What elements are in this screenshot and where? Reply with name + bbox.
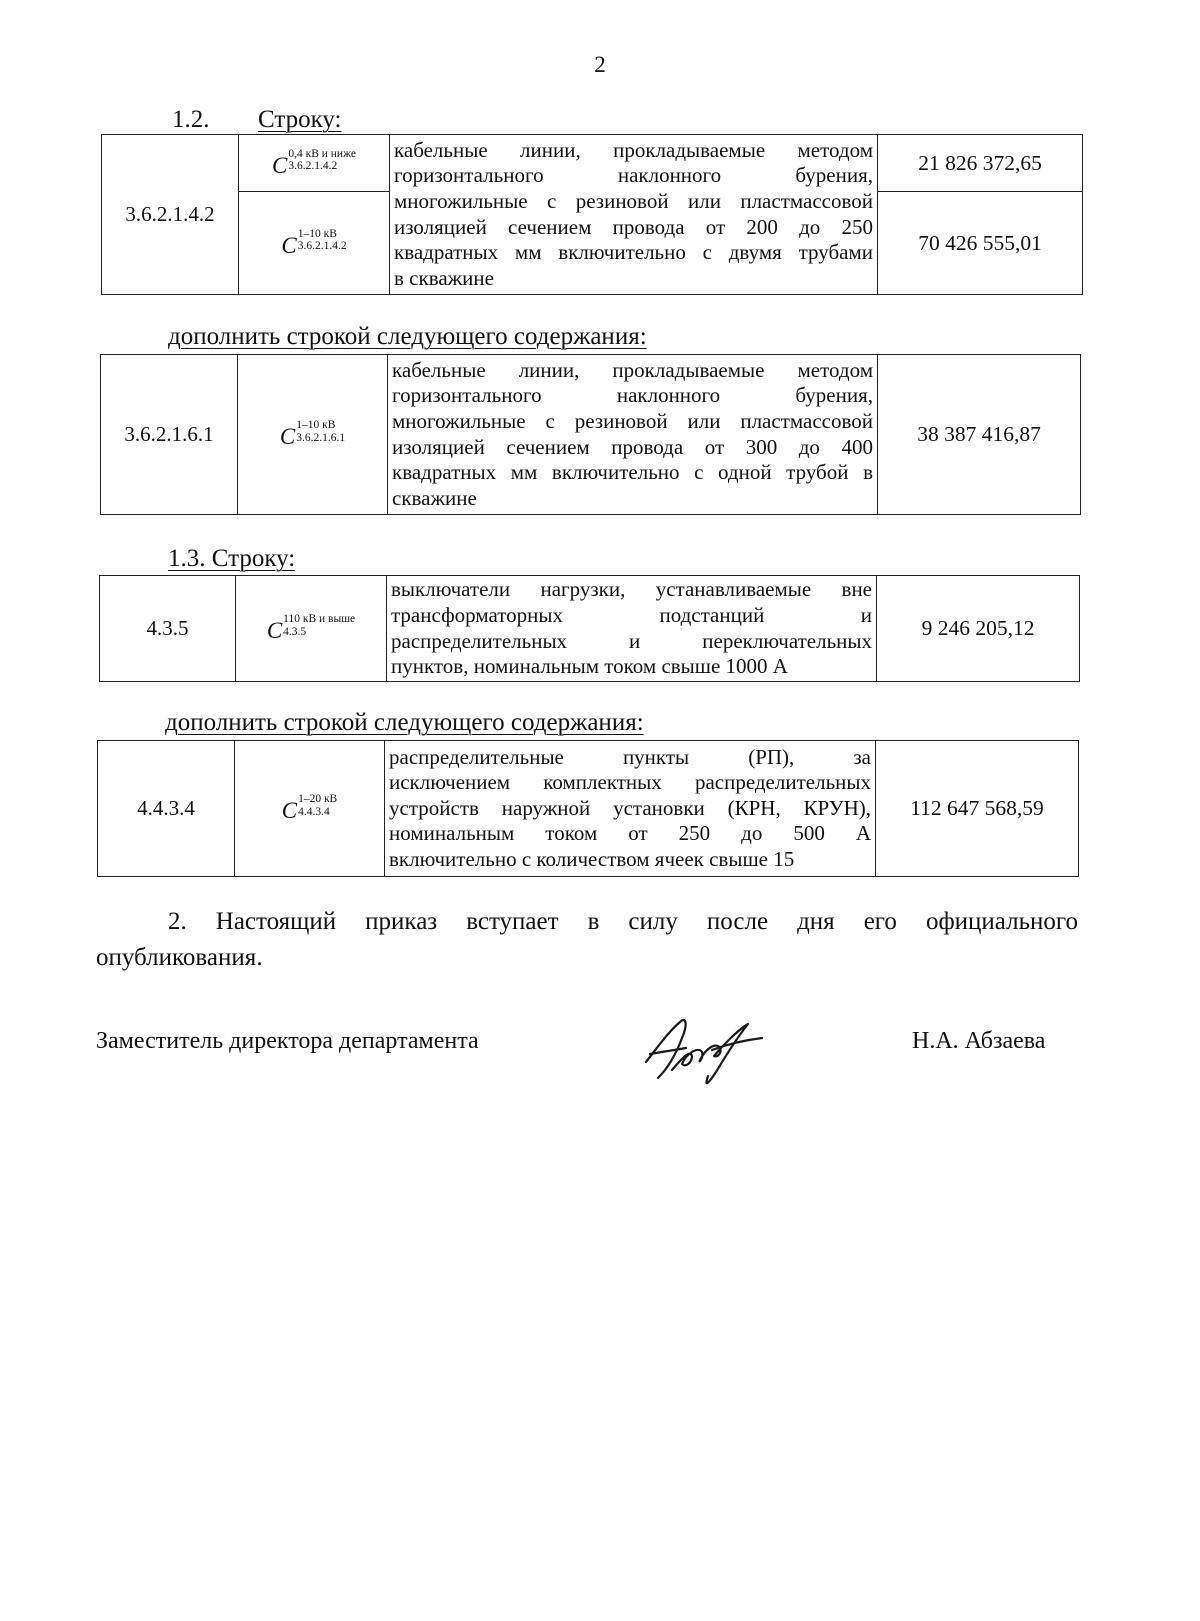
symbol-subscript: 4.3.5 <box>283 625 307 638</box>
symbol-superscript: 110 кВ и выше <box>283 613 356 625</box>
description-line: скважине <box>392 485 477 510</box>
symbol-subscript: 3.6.2.1.4.2 <box>288 160 338 173</box>
description-line: включительно с количеством ячеек свыше 15 <box>389 846 795 871</box>
description-line: многожильные с резиновой или пластмассовой <box>392 408 873 433</box>
description-line: трансформаторных подстанций и <box>391 602 872 627</box>
description-line: изоляцией сечением провода от 200 до 250 <box>394 214 873 239</box>
section-1-2-number: 1.2. <box>172 106 210 133</box>
page-number: 2 <box>594 52 606 77</box>
add-row-2-label: дополнить строкой следующего содержания: <box>165 709 644 736</box>
handwritten-signature <box>628 1004 778 1094</box>
table-1-3-value: 9 246 205,12 <box>877 576 1080 682</box>
description-line: распределительные пункты (РП), за <box>389 744 871 769</box>
paragraph-2-line-1: 2. Настоящий приказ вступает в силу после дня его официального <box>168 908 1078 935</box>
symbol-superscript: 1–20 кВ <box>298 793 338 805</box>
description-line: многожильные с резиновой или пластмассовой <box>394 188 873 213</box>
symbol-letter: C <box>281 798 298 823</box>
symbol-letter: C <box>272 152 288 178</box>
description-line: квадратных мм включительно с одной трубой в <box>392 460 873 485</box>
symbol-letter: C <box>281 232 297 258</box>
description-line: горизонтального наклонного бурения, <box>394 163 873 188</box>
section-1-2-label: Строку: <box>258 106 342 133</box>
description-line: устройств наружной установки (КРН, КРУН), <box>389 795 871 820</box>
table-1-2-value-0-4kv: 21 826 372,65 <box>878 135 1083 192</box>
description-line: изоляцией сечением провода от 300 до 400 <box>392 434 873 459</box>
description-line: в скважине <box>394 265 494 290</box>
add-row-1-label: дополнить строкой следующего содержания: <box>168 323 647 350</box>
description-line: исключением комплектных распределительных <box>389 770 871 795</box>
symbol-letter: C <box>266 618 283 643</box>
table-add-row-1-symbol <box>238 355 388 515</box>
description-line: пунктов, номинальным током свыше 1000 А <box>391 654 788 679</box>
section-1-3-label: 1.3. Строку: <box>168 545 296 572</box>
table-add-row-2-symbol <box>235 741 385 877</box>
table-add-row-1 <box>100 354 1081 515</box>
table-add-row-1-value: 38 387 416,87 <box>878 355 1081 515</box>
signatory-title: Заместитель директора департамента <box>96 1028 479 1054</box>
description-line: распределительных и переключательных <box>391 628 872 653</box>
description-line: кабельные линии, прокладываемые методом <box>394 137 873 162</box>
table-1-3 <box>99 575 1080 682</box>
symbol-superscript: 1–10 кВ <box>297 227 337 240</box>
table-add-row-1-description <box>388 355 878 515</box>
table-add-row-2-description <box>385 741 876 877</box>
table-add-row-2-value: 112 647 568,59 <box>876 741 1079 877</box>
description-line: кабельные линии, прокладываемые методом <box>392 357 873 382</box>
symbol-subscript: 4.4.3.4 <box>298 805 330 818</box>
table-1-2-symbol-0-4kv <box>239 135 390 192</box>
table-1-2-symbol-1-10kv <box>239 192 390 295</box>
table-1-3-symbol <box>236 576 387 682</box>
description-line: номинальным током от 250 до 500 А <box>389 821 871 846</box>
paragraph-2 <box>96 904 1078 976</box>
symbol-subscript: 3.6.2.1.6.1 <box>296 431 346 444</box>
add-row-1-heading <box>168 323 647 351</box>
symbol-superscript: 1–10 кВ <box>296 419 336 431</box>
table-1-2-value-1-10kv: 70 426 555,01 <box>878 192 1083 295</box>
section-1-2-heading <box>172 106 341 134</box>
table-1-2-description <box>390 135 878 295</box>
paragraph-2-line-2: опубликования. <box>96 944 263 971</box>
section-1-3-heading <box>168 545 295 573</box>
table-1-3-description <box>387 576 877 682</box>
symbol-letter: C <box>279 424 296 449</box>
table-1-3-code: 4.3.5 <box>100 576 236 682</box>
description-line: квадратных мм включительно с двумя трубами <box>394 240 873 265</box>
symbol-superscript: 0,4 кВ и ниже <box>288 147 356 160</box>
description-line: выключатели нагрузки, устанавливаемые вне <box>391 577 872 602</box>
description-line: горизонтального наклонного бурения, <box>392 383 873 408</box>
table-add-row-2 <box>97 740 1079 877</box>
symbol-subscript: 3.6.2.1.4.2 <box>297 240 347 253</box>
table-1-2 <box>101 134 1083 295</box>
table-1-2-code: 3.6.2.1.4.2 <box>102 135 239 295</box>
table-add-row-1-code: 3.6.2.1.6.1 <box>101 355 238 515</box>
signatory-name: Н.А. Абзаева <box>912 1028 1046 1054</box>
add-row-2-heading <box>165 709 644 737</box>
table-add-row-2-code: 4.4.3.4 <box>98 741 235 877</box>
